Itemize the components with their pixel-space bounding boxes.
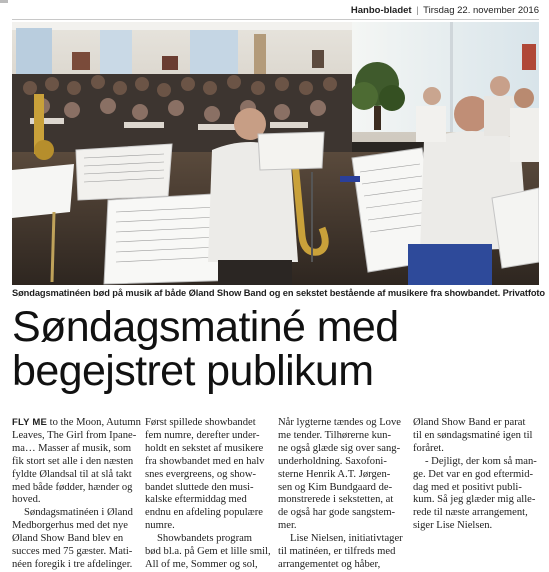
- body-line: kum. Så jeg glæder mig alle-: [413, 494, 536, 506]
- body-line: Når lygterne tændes og Love: [278, 417, 401, 428]
- body-line: med både fødder, hænder og: [12, 481, 133, 493]
- body-line: dag med et positivt publi-: [413, 481, 522, 493]
- article-column-1: [12, 417, 141, 572]
- body-line: fik stort set alle i den næsten: [12, 455, 134, 467]
- body-line: bød bl.a. på Gem et lille smil,: [145, 546, 271, 558]
- body-line: numre.: [145, 520, 175, 532]
- body-line: Søndagsmatinéen i Øland: [24, 507, 133, 519]
- issue-date: Tirsdag 22. november 2016: [423, 5, 539, 16]
- body-line: All of me, Sommer og sol,: [145, 558, 258, 570]
- masthead-text: [351, 5, 539, 16]
- body-line: sen og Kim Bundgaard de-: [278, 481, 393, 493]
- body-line: fem numre, derefter under-: [145, 429, 260, 441]
- body-line: Leaves, The Girl from Ipane-: [12, 429, 137, 441]
- body-line: foråret.: [413, 442, 444, 454]
- body-line: fra showbandet med en halv: [145, 455, 265, 467]
- body-line: endnu en afdeling populære: [145, 507, 263, 519]
- newspaper-name: Hanbo-bladet: [350, 5, 412, 16]
- concert-photo: [12, 22, 539, 285]
- body-line: Medborgerhus med det nye: [12, 520, 129, 532]
- body-line: me tender. Tilhørerne kun-: [278, 429, 391, 441]
- body-line: siger Lise Nielsen.: [413, 520, 493, 532]
- body-line: ne også glæde sig over sang-: [278, 442, 401, 454]
- body-line: Lise Nielsen, initiativtager: [290, 533, 403, 545]
- body-line: til en søndagsmatiné igen til: [413, 429, 533, 441]
- body-line: Først spillede showbandet: [145, 417, 256, 428]
- body-text: to the Moon, Autumn: [47, 417, 141, 428]
- body-line: néen foregik i tre afdelinger.: [12, 558, 133, 570]
- body-line: arrangementet og håber,: [278, 558, 381, 570]
- article-kicker: FLY ME: [12, 417, 47, 428]
- body-line: hoved.: [12, 494, 41, 506]
- body-line: underholdning. Saxofoni-: [278, 455, 387, 467]
- body-line: Showbandets program: [157, 533, 253, 545]
- body-line: rede til næste arrangement,: [413, 507, 528, 519]
- headline-line-2: begejstret publikum: [12, 347, 374, 395]
- concert-photo-illustration: [12, 22, 539, 285]
- body-line: kalske eftermiddag med: [145, 494, 247, 506]
- body-line: til matinéen, er tilfreds med: [278, 546, 396, 558]
- body-line: Øland Show Band er parat: [413, 417, 526, 428]
- body-line: fyldte Ølandsal til at slå takt: [12, 468, 132, 480]
- article-column-4: [413, 417, 539, 533]
- article-column-2: [145, 417, 271, 572]
- headline-line-1: Søndagsmatiné med: [12, 303, 399, 351]
- body-line: [12, 417, 141, 430]
- masthead-rule: [12, 19, 539, 20]
- photo-caption: Søndagsmatinéen bød på musik af både Øland Show Band og en sekstet bestående af musikere fra showbandet. Privatfoto: [12, 288, 545, 298]
- body-line: bandet sluttede den musi-: [145, 481, 254, 493]
- body-line: - Dejligt, der kom så man-: [425, 455, 537, 467]
- body-line: Øland Show Band blev en: [12, 533, 124, 545]
- body-line: ge. Det var en god eftermid-: [413, 468, 534, 480]
- body-line: de også har gode sangstem-: [278, 507, 396, 519]
- body-line: sterne Henrik A.T. Jørgen-: [278, 468, 391, 480]
- body-line: snes evergreens, og show-: [145, 468, 257, 480]
- body-line: succes med 75 gæster. Mati-: [12, 546, 133, 558]
- body-line: holdt en sekstet af musikere: [145, 442, 264, 454]
- masthead: [0, 0, 549, 20]
- article-headline: [12, 305, 542, 393]
- body-line: monstrerede i sekstetten, at: [278, 494, 394, 506]
- body-line: mer.: [278, 520, 297, 532]
- article-column-3: [278, 417, 404, 572]
- body-line: ma… Masser af musik, som: [12, 442, 132, 454]
- masthead-separator: |: [416, 5, 419, 16]
